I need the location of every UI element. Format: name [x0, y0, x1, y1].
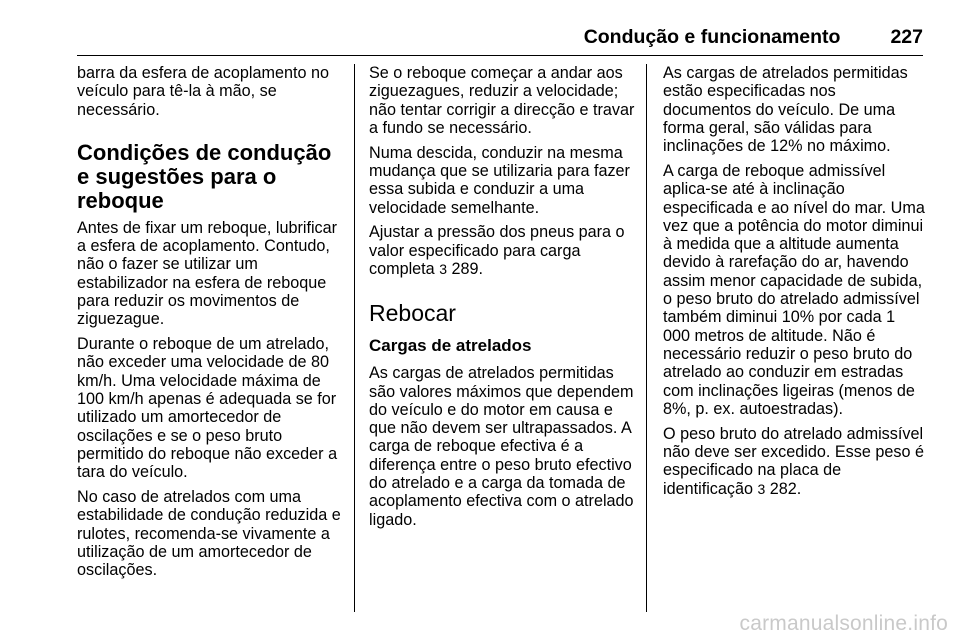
paragraph-text: O peso bruto do atrelado admissível não deve ser excedido. Esse peso é especificado na placa de identificação — [663, 424, 924, 498]
column-1 — [77, 64, 342, 586]
column-divider-2 — [646, 64, 647, 612]
page-reference-arrow-icon: 3 — [757, 480, 766, 497]
paragraph-text: Ajustar a pressão dos pneus para o valor especificado para carga completa — [369, 223, 625, 278]
page-number: 227 — [890, 26, 923, 48]
page-title: Condução e funcionamento — [583, 26, 841, 48]
column-3 — [663, 64, 925, 504]
paragraph: No caso de atrelados com uma estabilidade de condução reduzida e rulotes, recomenda-se vivamente a utilização de um amortecedor de oscilações. — [77, 488, 341, 580]
paragraph: A carga de reboque admissível aplica-se até à inclinação especificada e ao nível do mar. Uma vez que a potência do motor diminui à medida que a altitude aumenta devido à rarefação do ar, havendo assim menor capacidade de subida, o peso bruto do atrelado admissível também diminui 10% por cada 1 000 metros de altitude. Não é necessário reduzir o peso bruto do atrelado ao conduzir em estradas com inclinações ligeiras (menos de 8%, p. ex. autoestradas). — [663, 161, 925, 418]
paragraph: Antes de fixar um reboque, lubrificar a esfera de acoplamento. Contudo, não o fazer se utilizar um estabilizador na esfera de reboque para reduzir os movimentos de ziguezague. — [77, 218, 338, 329]
section-heading: Condições de condução e sugestões para o reboque — [77, 139, 332, 213]
page-header — [0, 26, 923, 49]
paragraph: Se o reboque começar a andar aos ziguezagues, reduzir a velocidade; não tentar corrigir a direcção e travar a fundo se necessário. — [369, 64, 635, 137]
paragraph: As cargas de atrelados permitidas estão especificadas nos documentos do veículo. De uma forma geral, são válidas para inclinações de 12% no máximo. — [663, 64, 908, 156]
subsection-heading: Cargas de atrelados — [369, 336, 532, 356]
column-divider-1 — [354, 64, 355, 612]
paragraph — [369, 223, 637, 278]
page-reference-link[interactable]: 289. — [451, 259, 483, 278]
watermark: carmanualsonline.info — [739, 612, 948, 635]
paragraph: As cargas de atrelados permitidas são valores máximos que dependem do veículo e do motor em causa e que não devem ser ultrapassados. A carga de reboque efectiva é a diferença entre o peso bruto efectivo do atrelado e a carga da tomada de acoplamento efectiva com o atrelado ligado. — [369, 364, 634, 529]
column-2 — [369, 64, 637, 535]
page-reference-arrow-icon: 3 — [439, 260, 447, 277]
page-reference-link[interactable]: 282. — [769, 479, 802, 498]
paragraph: Numa descida, conduzir na mesma mudança que se utilizaria para fazer essa subida e conduzir a uma velocidade semelhante. — [369, 143, 630, 217]
header-divider — [77, 55, 923, 56]
section-heading-rebocar: Rebocar — [369, 300, 456, 327]
paragraph: Durante o reboque de um atrelado, não exceder uma velocidade de 80 km/h. Uma velocidade máxima de 100 km/h apenas é adequada se for utilizado um amortecedor de oscilações e se o peso bruto permitido do reboque não exceder a tara do veículo. — [77, 335, 338, 482]
paragraph: barra da esfera de acoplamento no veículo para tê-la à mão, se necessário. — [77, 64, 329, 119]
paragraph — [663, 425, 925, 498]
